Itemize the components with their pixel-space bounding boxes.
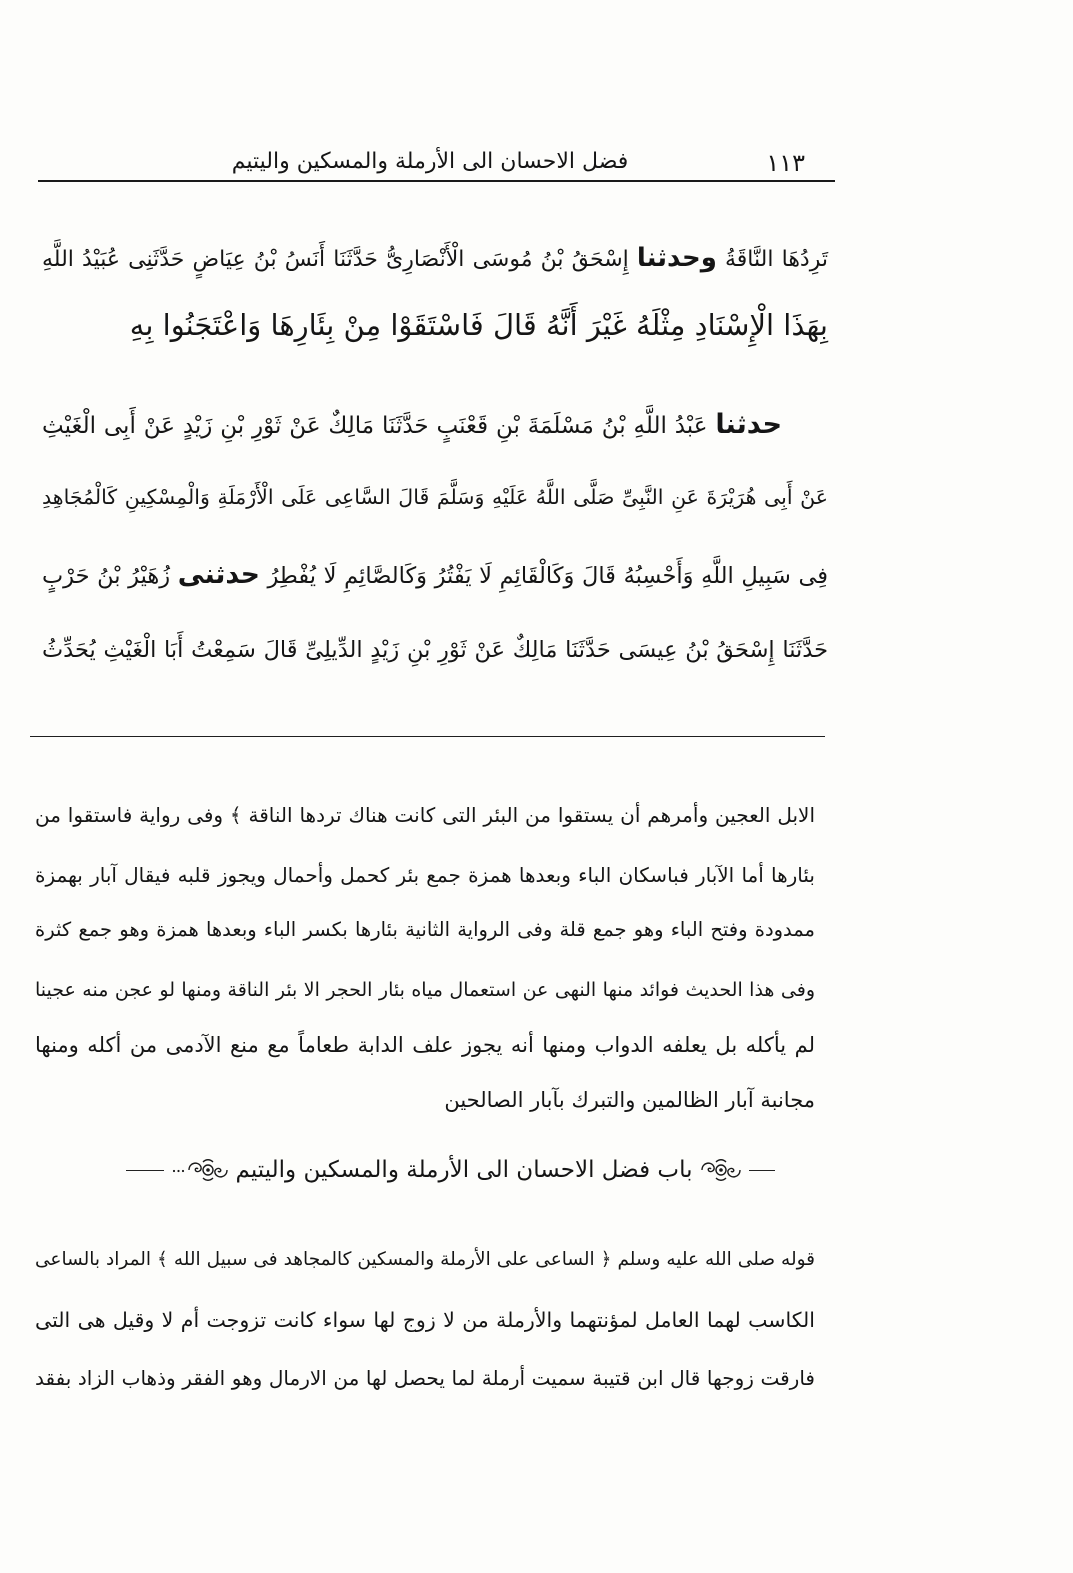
ornament-rule [126,1170,164,1171]
hadith-line-text: زُهَيْرُ بْنُ حَرْبٍ [42,563,171,589]
running-header [38,142,835,182]
commentary-line: الابل العجين وأمرهم أن يستقوا من البئر التى كانت هناك تردها الناقة ﴾ وفى رواية فاستقوا من [35,803,815,827]
hadith-line: عَنْ أَبِى هُرَيْرَةَ عَنِ النَّبِىِّ صَلَّى اللَّهُ عَلَيْهِ وَسَلَّمَ قَالَ السَّاعِى عَلَى الْأَرْمَلَةِ وَالْمِسْكِينِ كَالْمُجَاهِدِ [42,485,828,509]
commentary-line: لم يأكله بل يعلفه الدواب ومنها أنه يجوز علف الدابة طعاماً مع منع الآدمى من أكله ومنها [35,1033,815,1057]
hadith-line-text: عَبْدُ اللَّهِ بْنُ مَسْلَمَةَ بْنِ قَعْنَبٍ حَدَّثَنَا مَالِكٌ عَنْ ثَوْرِ بْنِ زَيْدٍ عَنْ أَبِى الْغَيْثِ [42,413,708,439]
commentary-line: قوله صلى الله عليه وسلم ﴿ الساعى على الأرملة والمسكين كالمجاهد فى سبيل الله ﴾ المراد بالساعى [35,1249,815,1270]
hadith-line-text: إِسْحَقُ بْنُ مُوسَى الْأَنْصَارِىُّ حَدَّثَنَا أَنَسُ بْنُ عِيَاضٍ حَدَّثَنِى عُبَيْدُ اللَّهِ [42,247,629,272]
section-divider [30,736,825,737]
hadith-line: حَدَّثَنَا إِسْحَقُ بْنُ عِيسَى حَدَّثَنَا مَالِكٌ عَنْ ثَوْرِ بْنِ زَيْدٍ الدِّيلِىِّ قَالَ سَمِعْتُ أَبَا الْغَيْثِ يُحَدِّثُ [42,637,828,663]
hadith-line-text: تَرِدُهَا النَّاقَةُ [725,247,828,272]
ornament-icon [170,1156,230,1184]
ornament-icon [699,1156,743,1184]
commentary-line: بئارها أما الآبار فباسكان الباء وبعدها همزة جمع بئر كحمل وأحمال ويجوز قلبه فيقال آبار بهمزة [35,863,815,887]
commentary-line: وفى هذا الحديث فوائد منها النهى عن استعمال مياه بئار الحجر الا بئر الناقة ومنها لو عجن منه عجينا [35,979,815,1001]
narration-keyword: وحدثنا [636,243,717,273]
commentary-line: مجانبة آبار الظالمين والتبرك بآبار الصالحين [444,1088,815,1112]
narration-keyword: حدثنى [177,559,260,590]
page-number: ١١٣ [766,149,805,177]
ornament-rule [749,1170,775,1171]
hadith-line [42,545,828,606]
hadith-line-text: فِى سَبِيلِ اللَّهِ وَأَحْسِبُهُ قَالَ وَكَالْقَائِمِ لَا يَفْتُرُ وَكَالصَّائِمِ لَا يُفْطِرُ [267,563,829,589]
chapter-heading [120,1146,780,1194]
running-title: فضل الاحسان الى الأرملة والمسكين واليتيم [231,149,629,174]
commentary-line: فارقت زوجها قال ابن قتيبة سميت أرملة لما يحصل لها من الارمال وهو الفقر وذهاب الزاد بفقد [35,1366,815,1390]
hadith-line: بِهَذَا الْإِسْنَادِ مِثْلَهُ غَيْرَ أَنَّهُ قَالَ فَاسْتَقَوْا مِنْ بِئَارِهَا وَاعْتَجَنُوا بِهِ [129,308,828,342]
hadith-line [42,228,828,290]
commentary-line: الكاسب لهما العامل لمؤنتهما والأرملة من لا زوج لها سواء كانت تزوجت أم لا وقيل هى التى [35,1308,815,1332]
hadith-line [42,395,828,456]
commentary-line: ممدودة وفتح الباء وهو جمع قلة وفى الرواية الثانية بئارها بكسر الباء وبعدها همزة وهو جمع كثرة [35,918,815,941]
narration-keyword: حدثنا [715,409,782,440]
chapter-heading-text: باب فضل الاحسان الى الأرملة والمسكين واليتيم [235,1157,693,1183]
